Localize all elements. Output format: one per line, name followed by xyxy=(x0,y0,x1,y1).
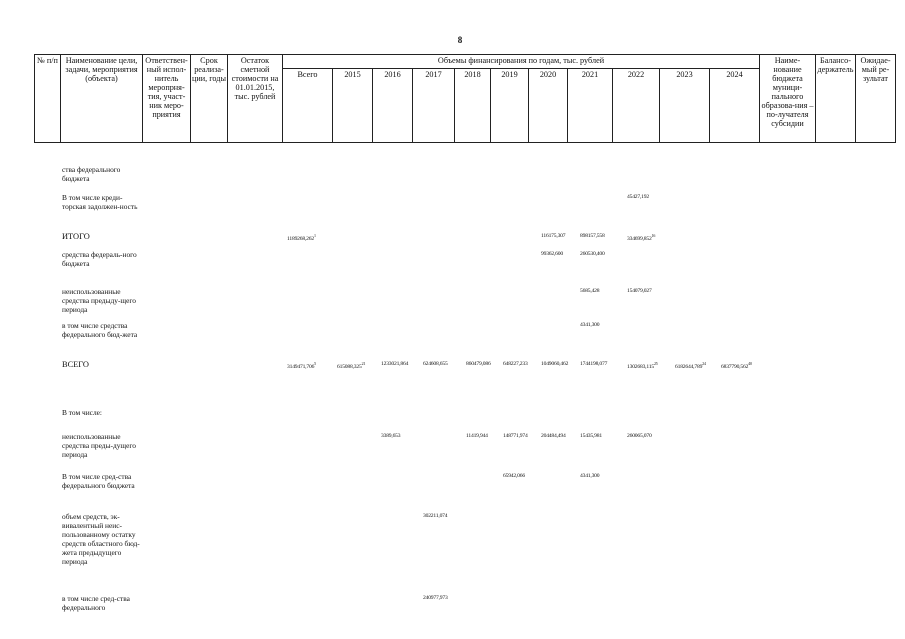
page-number: 8 xyxy=(457,35,463,45)
row-label: неиспользованные средства преды-дущего периода xyxy=(62,432,136,459)
col-year-2016: 2016 xyxy=(373,69,413,143)
col-executor: Ответствен-ный испол-нитель меропрня-тия, участ-ник меро-приятия xyxy=(143,55,191,143)
row-label: В том числе сред-ства федерального бюджета xyxy=(62,472,135,490)
row-label: В том числе креди-торская задолжен-ность xyxy=(62,193,138,211)
footnote-ref: 24 xyxy=(702,361,706,366)
cell-y2021: 4341,300 xyxy=(580,322,600,328)
cell-total: 3149471,706$^5$ xyxy=(287,361,316,370)
col-year-2019: 2019 xyxy=(491,69,529,143)
cell-y2016: 1233021,864 xyxy=(381,361,409,367)
cell-y2019: 148771,974 xyxy=(503,433,528,439)
row-label: средства федераль-ного бюджета xyxy=(62,250,137,268)
cell-y2020: 1049060,462 xyxy=(541,361,569,367)
col-num: № п/п xyxy=(35,55,61,143)
col-term: Срок реализа-ции, годы xyxy=(191,55,228,143)
col-year-2024: 2024 xyxy=(710,69,760,143)
cell-y2022: 334699,852$^{16}$ xyxy=(627,233,656,242)
cell-y2020: 204484,494 xyxy=(541,433,566,439)
footnote-ref: 21 xyxy=(361,361,366,366)
cell-y2021: 260530,400 xyxy=(580,251,605,257)
row-label: в том числе сред-ства федерального xyxy=(62,594,130,612)
col-name: Наименование цели, задачи, мероприятия (объекта) xyxy=(61,55,143,143)
cell-y2022: 154079,027 xyxy=(627,288,652,294)
cell-y2017: 624608,655 xyxy=(423,361,448,367)
col-year-2015: 2015 xyxy=(333,69,373,143)
col-year-2021: 2021 xyxy=(568,69,613,143)
footnote-ref: 5 xyxy=(314,361,316,366)
cell-y2022: 1302683,115$^{25}$ xyxy=(627,361,658,370)
cell-y2021: 4341,300 xyxy=(580,473,600,479)
cell-y2018: 11419,944 xyxy=(466,433,488,439)
cell-y2021: 1744198,077 xyxy=(580,361,608,367)
col-total: Всего xyxy=(283,69,333,143)
cell-y2018: 860479,086 xyxy=(466,361,491,367)
col-expected: Ожидае-мый ре-зультат xyxy=(856,55,896,143)
row-label: В том числе: xyxy=(62,408,102,417)
cell-y2022: 260065,070 xyxy=(627,433,652,439)
cell-y2023: 6182644,789$^{24}$ xyxy=(675,361,706,370)
row-label: неиспользованные средства предыду-щего периода xyxy=(62,287,136,314)
cell-y2021: 5685,428 xyxy=(580,288,600,294)
cell-total: 1189268,262$^1$ xyxy=(287,233,316,242)
cell-y2016: 3389,653 xyxy=(381,433,401,439)
financing-table-header xyxy=(34,54,896,143)
col-year-2022: 2022 xyxy=(613,69,660,143)
row-label: ства федерального бюджета xyxy=(62,165,121,183)
cell-y2019: 648227,233 xyxy=(503,361,528,367)
cell-y2017: 240977,973 xyxy=(423,595,448,601)
cell-y2020: 116175,307 xyxy=(541,233,566,239)
col-financing: Объемы финансирования по годам, тыс. рублей xyxy=(283,55,760,69)
cell-y2019: 65942,066 xyxy=(503,473,525,479)
col-holder: Балансо-держатель xyxy=(816,55,856,143)
cell-y2015: 615088,325$^{21}$ xyxy=(337,361,366,370)
cell-y2022: 45427,192 xyxy=(627,194,649,200)
cell-y2017: 302211,074 xyxy=(423,513,448,519)
col-year-2018: 2018 xyxy=(455,69,491,143)
row-label: ВСЕГО xyxy=(62,360,89,369)
cell-y2021: 15435,981 xyxy=(580,433,602,439)
col-year-2017: 2017 xyxy=(413,69,455,143)
cell-y2020: 99362,600 xyxy=(541,251,563,257)
col-remainder: Остаток сметной стоимости на 01.01.2015, тыс. рублей xyxy=(228,55,283,143)
row-label: ИТОГО xyxy=(62,232,90,241)
col-year-2020: 2020 xyxy=(529,69,568,143)
cell-y2021: 898157,558 xyxy=(580,233,605,239)
row-label: в том числе средства федерального бюд-жета xyxy=(62,321,138,339)
col-municipality: Наиме-нование бюджета муници-пального образова-ния – по-лучателя субсидии xyxy=(760,55,816,143)
footnote-ref: 16 xyxy=(651,233,656,238)
footnote-ref: 1 xyxy=(313,233,316,238)
footnote-ref: 25 xyxy=(653,361,658,366)
row-label: объем средств, эк-вивалентный неис-пользованному остатку средств областного бюд-жета предыдущего периода xyxy=(62,512,140,566)
cell-y2024: 6837790,562$^{40}$ xyxy=(721,361,752,370)
footnote-ref: 40 xyxy=(748,361,752,366)
col-year-2023: 2023 xyxy=(660,69,710,143)
